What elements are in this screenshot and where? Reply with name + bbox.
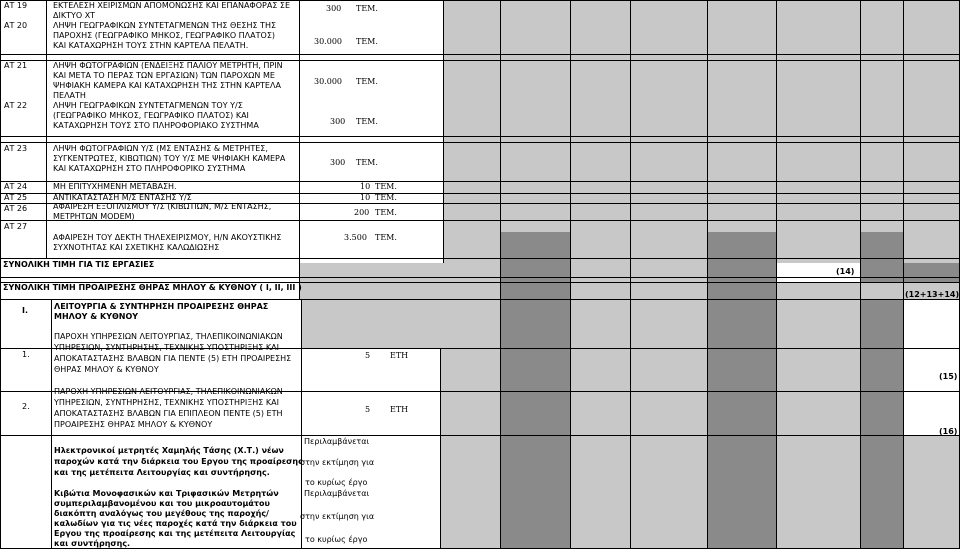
item-description: ΥΠΗΡΕΣΙΩΝ, ΣΥΝΤΗΡΗΣΗΣ, ΤΕΧΝΙΚΗΣ ΥΠΟΣΤΗΡΙΞΗΣ ΚΑΙ [54,343,279,352]
row-description: ΚΑΤΑΧΩΡΗΣΗ ΤΟΥΣ ΣΤΟ ΠΛΗΡΟΦΟΡΙΑΚΟ ΣΥΣΤΗΜΑ [53,121,259,130]
meters-note: Ηλεκτρονικοί μετρητές Χαμηλής Τάσης (Χ.Τ.) νέων [54,446,284,455]
included-note: στην εκτίμηση για [300,458,375,467]
row-code: ΑΤ 23 [4,144,28,153]
row-quantity: 200 [354,208,370,217]
boxes-note: συμπεριλαμβανομένου και του μικροαυτομάτου [54,499,270,508]
total-offer-ref: (12+13+14) [905,290,960,299]
row-code: ΑΤ 22 [4,101,28,110]
section-numeral: I. [22,306,29,315]
dark-cell [500,300,570,348]
row-description: ΛΗΨΗ ΦΩΤΟΓΡΑΦΙΩΝ Υ/Σ (ΜΣ ΕΝΤΑΣΗΣ & ΜΕΤΡΗΤΕΣ, [53,144,268,153]
item-description: ΠΡΟΑΙΡΕΣΗΣ ΘΗΡΑΣ ΜΗΛΟΥ & ΚΥΘΝΟΥ [54,420,213,429]
row-description: ΨΗΦΙΑΚΗ ΚΑΜΕΡΑ ΚΑΙ ΚΑΤΑΧΩΡΗΣΗ ΤΗΣ ΣΤΗΝ ΚΑΡΤΕΛΑ [53,81,281,90]
row-code: ΑΤ 24 [4,182,28,191]
row-unit: ΤΕΜ. [375,208,397,217]
row-quantity: 300 [330,117,346,126]
row-description: ΛΗΨΗ ΓΕΩΓΡΑΦΙΚΩΝ ΣΥΝΤΕΤΑΓΜΕΝΩΝ ΤΟΥ Υ/Σ [53,101,243,110]
dark-cell [860,263,960,282]
section-title: ΛΕΙΤΟΥΡΓΙΑ & ΣΥΝΤΗΡΗΣΗ ΠΡΟΑΙΡΕΣΗΣ ΘΗΡΑΣ [54,302,269,311]
row-code: ΑΤ 25 [4,193,28,202]
item-unit: ΕΤΗ [390,351,409,360]
meters-note: παροχών κατά την διάρκεια του Εργου της προαίρεσης [54,457,303,466]
boxes-note: Εργου της προαίρεσης και της μετέπειτα Λειτουργίας [54,529,296,538]
row-quantity: 300 [326,4,342,13]
item-unit: ΕΤΗ [390,405,409,414]
item-quantity: 5 [365,351,371,360]
row-unit: ΤΕΜ. [356,117,378,126]
item-description: ΑΠΟΚΑΤΑΣΤΑΣΗΣ ΒΛΑΒΩΝ ΓΙΑ ΠΕΝΤΕ (5) ΕΤΗ ΠΡΟΑΙΡΕΣΗΣ [54,354,292,363]
row-description: (ΓΕΩΓΡΑΦΙΚΟ ΜΗΚΟΣ, ΓΕΩΓΡΑΦΙΚΟ ΠΛΑΤΟΣ) ΚΑΙ [53,111,249,120]
item-ref: (16) [939,427,958,436]
row-unit: ΤΕΜ. [356,4,378,13]
dark-cell [860,435,904,549]
item-ref: (15) [939,372,958,381]
total-offer-label: ΣΥΝΟΛΙΚΗ ΤΙΜΗ ΠΡΟΑΙΡΕΣΗΣ ΘΗΡΑΣ ΜΗΛΟΥ & ΚΥΘΝΟΥ ( I, II, III ) [3,283,302,292]
row-quantity: 10 [360,182,371,191]
total-works-ref: (14) [836,267,855,276]
row-unit: ΤΕΜ. [375,193,397,202]
row-quantity: 30.000 [314,77,342,86]
row-code: ΑΤ 20 [4,21,28,30]
row-unit: ΤΕΜ. [356,77,378,86]
item-description: ΠΑΡΟΧΗ ΥΠΗΡΕΣΙΩΝ ΛΕΙΤΟΥΡΓΙΑΣ, ΤΗΛΕΠΙΚΟΙΝΩΝΙΑΚΩΝ [54,332,283,341]
row-unit: ΤΕΜ. [356,37,378,46]
included-note: Περιλαμβάνεται [304,489,370,498]
row-quantity: 300 [330,158,346,167]
row-description: ΛΗΨΗ ΦΩΤΟΓΡΑΦΙΩΝ (ΕΝΔΕΙΞΗΣ ΠΑΛΙΟΥ ΜΕΤΡΗΤΗ, ΠΡΙΝ [53,61,283,70]
dark-cell [500,435,570,549]
row-description: ΕΚΤΕΛΕΣΗ ΧΕΙΡΙΣΜΩΝ ΑΠΟΜΟΝΩΣΗΣ ΚΑΙ ΕΠΑΝΑΦΟΡΑΣ ΣΕ [53,1,291,10]
dark-cell [707,300,777,348]
boxes-note: διακόπτη αναλόγως του μεγέθους της παροχής/ [54,509,269,518]
row-description: ΣΥΧΝΟΤΗΤΑΣ ΚΑΙ ΣΧΕΤΙΚΗΣ ΚΑΛΩΔΙΩΣΗΣ [53,243,220,252]
row-description: ΜΗ ΕΠΙΤΥΧΗΜΕΝΗ ΜΕΤΑΒΑΣΗ. [53,182,177,191]
item-number: 2. [22,402,30,411]
gray-cell [443,0,960,263]
row-unit: ΤΕΜ. [356,158,378,167]
item-quantity: 5 [365,405,371,414]
row-quantity: 10 [360,193,371,202]
row-description: ΑΦΑΙΡΕΣΗ ΕΞΟΠΛΙΣΜΟΥ Υ/Σ (ΚΙΒΩΤΙΩΝ, Μ/Σ ΕΝΤΑΣΗΣ, [53,202,272,211]
included-note: το κυρίως έργο [305,478,368,487]
item-number: 1. [22,350,30,359]
row-description: ΔΙΚΤΥΟ ΧΤ [53,11,96,20]
included-note: το κυρίως έργο [305,535,368,544]
row-description: ΚΑΙ ΚΑΤΑΧΩΡΗΣΗ ΣΤΟ ΠΛΗΡΟΦΟΡΙΚΟ ΣΥΣΤΗΜΑ [53,164,246,173]
boxes-note: καλωδίων για τις νέες παροχές κατά την διάρκεια του [54,519,297,528]
row-description: ΛΗΨΗ ΓΕΩΓΡΑΦΙΚΩΝ ΣΥΝΤΕΤΑΓΜΕΝΩΝ ΤΗΣ ΘΕΣΗΣ ΤΗΣ [53,21,277,30]
row-description: ΚΑΙ ΚΑΤΑΧΩΡΗΣΗ ΤΟΥΣ ΣΤΗΝ ΚΑΡΤΕΛΑ ΠΕΛΑΤΗ. [53,41,249,50]
row-code: ΑΤ 27 [4,222,28,231]
boxes-note: και συντήρησης. [54,539,131,548]
included-note: στην εκτίμηση για [300,512,375,521]
item-description: ΥΠΗΡΕΣΙΩΝ, ΣΥΝΤΗΡΗΣΗΣ, ΤΕΧΝΙΚΗΣ ΥΠΟΣΤΗΡΙΞΗΣ ΚΑΙ [54,398,279,407]
boxes-note: Κιβώτια Μονοφασικών και Τριφασικών Μετρητών [54,489,279,498]
row-description: ΑΦΑΙΡΕΣΗ ΤΟΥ ΔΕΚΤΗ ΤΗΛΕΧΕΙΡΙΣΜΟΥ, Η/Ν ΑΚΟΥΣΤΙΚΗΣ [53,233,282,242]
dark-cell [707,435,777,549]
row-description: ΣΥΓΚΕΝΤΡΩΤΕΣ, ΚΙΒΩΤΙΩΝ) ΤΟΥ Υ/Σ ΜΕ ΨΗΦΙΑΚΗ ΚΑΜΕΡΑ [53,154,286,163]
row-description: ΚΑΙ ΜΕΤΑ ΤΟ ΠΕΡΑΣ ΤΩΝ ΕΡΓΑΣΙΩΝ) ΤΩΝ ΠΑΡΟΧΩΝ ΜΕ [53,71,275,80]
row-quantity: 3.500 [344,233,367,242]
row-description: ΑΝΤΙΚΑΤΑΣΤΑΣΗ Μ/Σ ΕΝΤΑΣΗΣ Υ/Σ [53,193,192,202]
included-note: Περιλαμβάνεται [304,437,370,446]
item-description: ΠΑΡΟΧΗ ΥΠΗΡΕΣΙΩΝ ΛΕΙΤΟΥΡΓΙΑΣ, ΤΗΛΕΠΙΚΟΙΝΩΝΙΑΚΩΝ [54,387,283,396]
section-title: ΜΗΛΟΥ & ΚΥΘΝΟΥ [54,312,139,321]
dark-cell [860,300,904,348]
row-unit: ΤΕΜ. [375,182,397,191]
item-description: ΘΗΡΑΣ ΜΗΛΟΥ & ΚΥΘΝΟΥ [54,365,159,374]
row-description: ΠΑΡΟΧΗΣ (ΓΕΩΓΡΑΦΙΚΟ ΜΗΚΟΣ, ΓΕΩΓΡΑΦΙΚΟ ΠΛΑΤΟΣ) [53,31,275,40]
row-description: ΜΕΤΡΗΤΩΝ ΜΟDEM) [53,212,135,221]
row-code: ΑΤ 21 [4,61,28,70]
row-unit: ΤΕΜ. [375,233,397,242]
row-code: ΑΤ 19 [4,1,28,10]
row-code: ΑΤ 26 [4,204,28,213]
row-quantity: 30.000 [314,37,342,46]
row-description: ΠΕΛΑΤΗ [53,91,86,100]
meters-note: και της μετέπειτα Λειτουργίας και συντήρησης. [54,468,270,477]
total-works-label: ΣΥΝΟΛΙΚΗ ΤΙΜΗ ΓΙΑ ΤΙΣ ΕΡΓΑΣΙΕΣ [3,260,155,269]
item-description: ΑΠΟΚΑΤΑΣΤΑΣΗΣ ΒΛΑΒΩΝ ΓΙΑ ΕΠΙΠΛΕΟΝ ΠΕΝΤΕ (5) ΕΤΗ [54,409,283,418]
